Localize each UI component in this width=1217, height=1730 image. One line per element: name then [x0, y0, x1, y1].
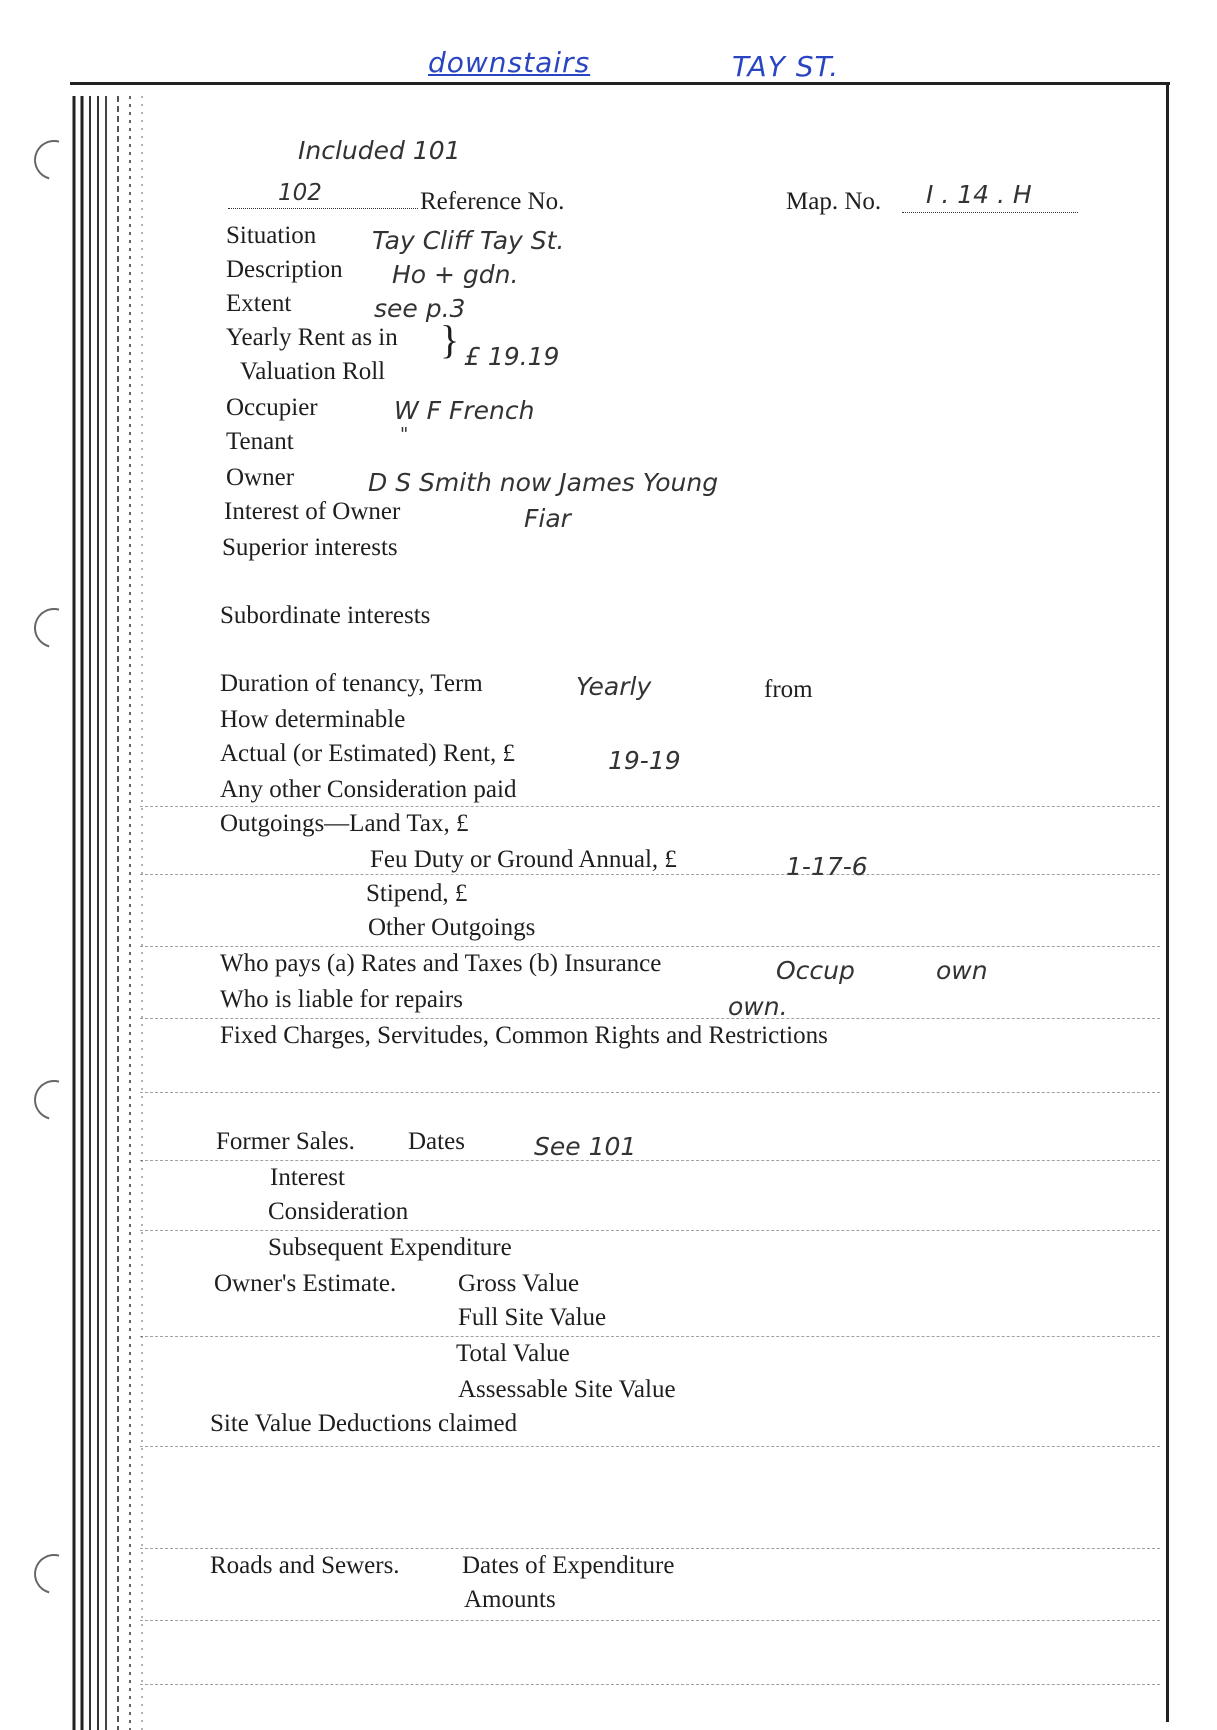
- reference-value: 102: [278, 180, 322, 206]
- fixed-charges-label: Fixed Charges, Servitudes, Common Rights and Restrictions: [220, 1022, 828, 1049]
- dates-expenditure-label: Dates of Expenditure: [462, 1552, 675, 1579]
- assessable-label: Assessable Site Value: [458, 1376, 676, 1403]
- extent-value: see p.3: [374, 294, 466, 323]
- reference-label: Reference No.: [420, 188, 565, 215]
- dates-label: Dates: [408, 1128, 465, 1155]
- situation-label: Situation: [226, 222, 317, 249]
- yearly-rent-label-2: Valuation Roll: [240, 358, 386, 385]
- tenant-value: ": [400, 424, 409, 445]
- page-frame-top: [70, 82, 1170, 85]
- ruling-line: [140, 874, 1160, 875]
- binder-edge: [70, 96, 150, 1730]
- extent-label: Extent: [226, 290, 292, 317]
- other-consideration-label: Any other Consideration paid: [220, 776, 517, 803]
- deductions-label: Site Value Deductions claimed: [210, 1410, 518, 1437]
- ruling-line: [140, 1092, 1160, 1093]
- street-note: TAY ST.: [732, 50, 840, 83]
- interest-label: Interest: [270, 1164, 345, 1191]
- ruling-line: [140, 1684, 1160, 1685]
- from-label: from: [764, 676, 813, 703]
- ruling-line: [140, 1018, 1160, 1019]
- map-dotted-line: [902, 212, 1078, 213]
- brace: }: [440, 317, 460, 362]
- actual-rent-value: 19-19: [608, 746, 681, 775]
- owners-estimate-label: Owner's Estimate.: [214, 1270, 397, 1297]
- map-label: Map. No.: [786, 188, 882, 215]
- subsequent-label: Subsequent Expenditure: [268, 1234, 512, 1261]
- consideration-label: Consideration: [268, 1198, 409, 1225]
- downstairs-note: downstairs: [428, 46, 591, 79]
- yearly-rent-label-1: Yearly Rent as in: [226, 324, 398, 351]
- map-value: I . 14 . H: [926, 180, 1032, 209]
- tenant-label: Tenant: [226, 428, 294, 455]
- total-label: Total Value: [456, 1340, 570, 1367]
- situation-value: Tay Cliff Tay St.: [372, 226, 565, 255]
- who-pays-insurance-value: own: [936, 956, 988, 985]
- ruling-line: [140, 946, 1160, 947]
- former-sales-label: Former Sales.: [216, 1128, 355, 1155]
- owner-value: D S Smith now James Young: [368, 468, 719, 497]
- included-note: Included 101: [298, 136, 461, 165]
- ruling-line: [140, 1230, 1160, 1231]
- ruling-line: [140, 1446, 1160, 1447]
- dates-value: See 101: [534, 1132, 637, 1161]
- ruling-line: [140, 1548, 1160, 1549]
- occupier-value: W F French: [394, 396, 535, 425]
- who-pays-rates-value: Occup: [776, 956, 855, 985]
- stipend-label: Stipend, £: [366, 880, 468, 907]
- reference-dotted-line: [228, 208, 418, 209]
- interest-owner-value: Fiar: [524, 504, 571, 533]
- ruling-line: [140, 1336, 1160, 1337]
- feu-label: Feu Duty or Ground Annual, £: [370, 846, 677, 873]
- duration-label: Duration of tenancy, Term: [220, 670, 483, 697]
- determinable-label: How determinable: [220, 706, 406, 733]
- page-frame-right: [1166, 82, 1169, 1722]
- superior-label: Superior interests: [222, 534, 398, 561]
- subordinate-label: Subordinate interests: [220, 602, 431, 629]
- interest-owner-label: Interest of Owner: [224, 498, 401, 525]
- owner-label: Owner: [226, 464, 295, 491]
- actual-rent-label: Actual (or Estimated) Rent, £: [220, 740, 516, 767]
- gross-label: Gross Value: [458, 1270, 580, 1297]
- ruling-line: [140, 806, 1160, 807]
- repairs-value: own.: [728, 992, 788, 1021]
- description-label: Description: [226, 256, 343, 283]
- repairs-label: Who is liable for repairs: [220, 986, 463, 1013]
- ruling-line: [140, 1160, 1160, 1161]
- yearly-rent-value: £ 19.19: [464, 342, 560, 371]
- feu-value: 1-17-6: [786, 852, 868, 881]
- duration-value: Yearly: [576, 672, 652, 701]
- amounts-label: Amounts: [464, 1586, 556, 1613]
- who-pays-label: Who pays (a) Rates and Taxes (b) Insurance: [220, 950, 662, 977]
- full-site-label: Full Site Value: [458, 1304, 607, 1331]
- occupier-label: Occupier: [226, 394, 318, 421]
- outgoings-label: Outgoings—Land Tax, £: [220, 810, 469, 837]
- roads-label: Roads and Sewers.: [210, 1552, 400, 1579]
- ruling-line: [140, 1620, 1160, 1621]
- description-value: Ho + gdn.: [392, 260, 519, 289]
- other-outgoings-label: Other Outgoings: [368, 914, 536, 941]
